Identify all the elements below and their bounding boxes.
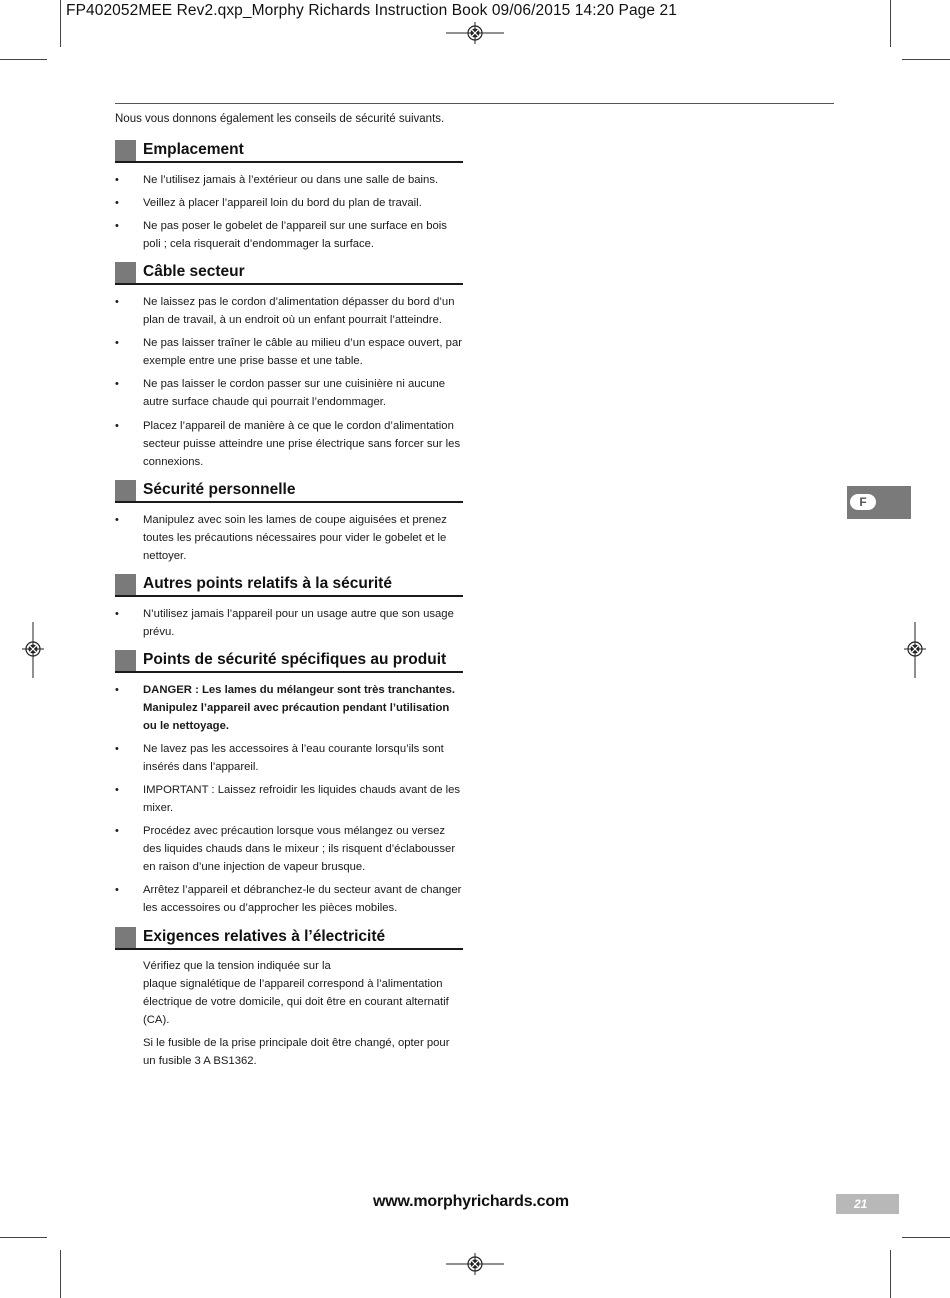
section-title: Emplacement <box>143 141 244 158</box>
language-label: F <box>850 494 876 510</box>
paragraph: plaque signalétique de l’appareil correspond à l’alimentation électrique de votre domicile, qui doit être en courant alternatif (CA). <box>143 978 449 1026</box>
crop-mark <box>890 1250 891 1298</box>
heading-square <box>115 480 136 501</box>
section-heading-points-specifiques <box>115 650 463 673</box>
bullet-icon: • <box>115 197 119 209</box>
section-heading-securite-personnelle <box>115 480 463 503</box>
registration-mark-icon <box>446 1253 504 1275</box>
paragraph: Si le fusible de la prise principale doit être changé, opter pour un fusible 3 A BS1362. <box>143 1037 450 1067</box>
paragraph: Vérifiez que la tension indiquée sur la <box>143 960 331 972</box>
bullet-icon: • <box>115 884 119 896</box>
top-rule <box>115 103 834 104</box>
crop-mark <box>902 1237 950 1238</box>
print-slug: FP402052MEE Rev2.qxp_Morphy Richards Instruction Book 09/06/2015 14:20 Page 21 <box>66 2 677 19</box>
bullet-icon: • <box>115 420 119 432</box>
bullet-icon: • <box>115 514 119 526</box>
heading-square <box>115 650 136 671</box>
bullet-icon: • <box>115 743 119 755</box>
bullet-icon: • <box>115 337 119 349</box>
section-title: Exigences relatives à l’électricité <box>143 928 386 945</box>
section-heading-cable-secteur <box>115 262 463 285</box>
heading-square <box>115 262 136 283</box>
bullet-icon: • <box>115 296 119 308</box>
registration-mark-icon <box>904 622 926 678</box>
section-title: Points de sécurité spécifiques au produit <box>143 651 447 668</box>
bullet-icon: • <box>115 825 119 837</box>
bullet-icon: • <box>115 378 119 390</box>
section-title: Câble secteur <box>143 263 245 280</box>
bullet-icon: • <box>115 684 119 696</box>
intro-text: Nous vous donnons également les conseils de sécurité suivants. <box>115 113 445 125</box>
crop-mark <box>0 1237 47 1238</box>
website-url: www.morphyrichards.com <box>373 1193 569 1210</box>
heading-square <box>115 574 136 595</box>
page-number: 21 <box>854 1197 868 1211</box>
registration-mark-icon <box>446 22 504 44</box>
crop-mark <box>0 59 47 60</box>
bullet-icon: • <box>115 174 119 186</box>
bullet-icon: • <box>115 220 119 232</box>
section-heading-electricite <box>115 927 463 950</box>
bullet-icon: • <box>115 784 119 796</box>
heading-square <box>115 140 136 161</box>
crop-mark <box>60 0 61 47</box>
crop-mark <box>902 59 950 60</box>
language-tab <box>847 486 911 519</box>
section-title: Sécurité personnelle <box>143 481 296 498</box>
crop-mark <box>60 1250 61 1298</box>
section-heading-emplacement <box>115 140 463 163</box>
crop-mark <box>890 0 891 47</box>
bullet-icon: • <box>115 608 119 620</box>
page-number-box <box>836 1194 899 1214</box>
section-heading-autres-points <box>115 574 463 597</box>
section-title: Autres points relatifs à la sécurité <box>143 575 392 592</box>
registration-mark-icon <box>22 622 44 678</box>
heading-square <box>115 927 136 948</box>
